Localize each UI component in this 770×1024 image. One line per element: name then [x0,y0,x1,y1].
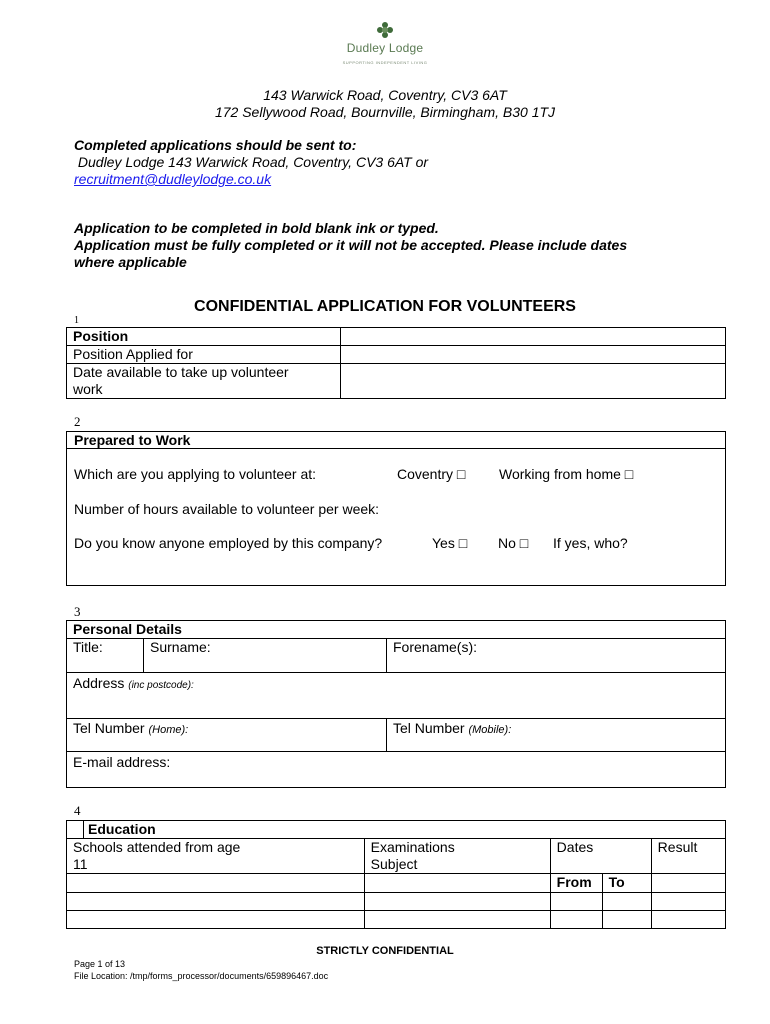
to-cell[interactable] [602,893,651,911]
section-4-number: 4 [74,803,81,818]
address-birmingham: 172 Sellywood Road, Bournville, Birmingham, B30 1TJ [214,104,556,120]
prepared-to-work-heading: Prepared to Work [74,432,191,448]
know-employee-question: Do you know anyone employed by this company? [74,535,383,551]
send-to-address: Dudley Lodge 143 Warwick Road, Coventry, CV3 6AT or [74,154,429,170]
tel-home-field[interactable]: Tel Number (Home): [67,719,387,752]
education-table [66,820,726,929]
volunteer-location-question: Which are you applying to volunteer at: [74,466,317,482]
tel-mobile-field[interactable]: Tel Number (Mobile): [387,719,726,752]
result-cell[interactable] [651,893,725,911]
school-cell[interactable] [67,874,365,893]
dates-column-header: Dates [550,839,651,874]
date-available-label: Date available to take up volunteer work [67,364,341,399]
file-location: File Location: /tmp/forms_processor/documents/659896467.doc [74,971,329,981]
section-1-number: 1 [74,315,79,326]
from-cell[interactable] [550,911,602,929]
from-cell[interactable] [550,893,602,911]
school-cell[interactable] [67,893,365,911]
page-title: CONFIDENTIAL APPLICATION FOR VOLUNTEERS [194,298,576,315]
section-3-number: 3 [74,604,81,619]
education-heading: Education [84,821,726,839]
surname-field[interactable]: Surname: [144,639,387,673]
position-applied-label: Position Applied for [67,346,341,364]
exam-cell[interactable] [364,893,550,911]
result-column-header: Result [651,839,725,874]
position-heading: Position [67,328,341,346]
logo [330,22,440,65]
send-to-heading: Completed applications should be sent to: [74,137,357,153]
hours-per-week-question: Number of hours available to volunteer per week: [74,501,380,517]
coventry-checkbox[interactable]: Coventry □ [397,466,466,482]
to-header: To [602,874,651,893]
logo-tagline: SUPPORTING INDEPENDENT LIVING [342,60,428,65]
instruction-complete: Application must be fully completed or it will not be accepted. Please include dates [74,237,628,253]
page-number: Page 1 of 13 [74,959,126,969]
address-coventry: 143 Warwick Road, Coventry, CV3 6AT [263,87,507,103]
exam-cell[interactable] [364,874,550,893]
from-header: From [550,874,602,893]
leaf-logo-icon [377,22,393,38]
section-2-number: 2 [74,414,81,429]
exams-column-header: Examinations Subject [364,839,550,874]
address-field[interactable]: Address (inc postcode): [67,673,726,719]
yes-checkbox[interactable]: Yes □ [432,535,468,551]
title-field[interactable]: Title: [67,639,144,673]
working-from-home-checkbox[interactable]: Working from home □ [499,466,634,482]
logo-name: Dudley Lodge [346,41,424,55]
schools-column-header: Schools attended from age 11 [67,839,365,874]
no-checkbox[interactable]: No □ [498,535,529,551]
education-heading-spacer [67,821,84,839]
personal-details-table [66,620,726,788]
exam-cell[interactable] [364,911,550,929]
result-cell[interactable] [651,874,725,893]
if-yes-who-label: If yes, who? [553,535,628,551]
instruction-dates: where applicable [74,254,187,270]
date-available-field[interactable] [341,364,726,399]
to-cell[interactable] [602,911,651,929]
recruitment-email-link[interactable]: recruitment@dudleylodge.co.uk [74,171,272,187]
position-table [66,327,726,399]
strictly-confidential-footer: STRICTLY CONFIDENTIAL [316,945,454,957]
position-applied-field[interactable] [341,346,726,364]
result-cell[interactable] [651,911,725,929]
personal-details-heading: Personal Details [67,621,726,639]
position-heading-blank [341,328,726,346]
school-cell[interactable] [67,911,365,929]
forename-field[interactable]: Forename(s): [387,639,726,673]
email-field[interactable]: E-mail address: [67,752,726,788]
instruction-ink: Application to be completed in bold blank ink or typed. [74,220,439,236]
